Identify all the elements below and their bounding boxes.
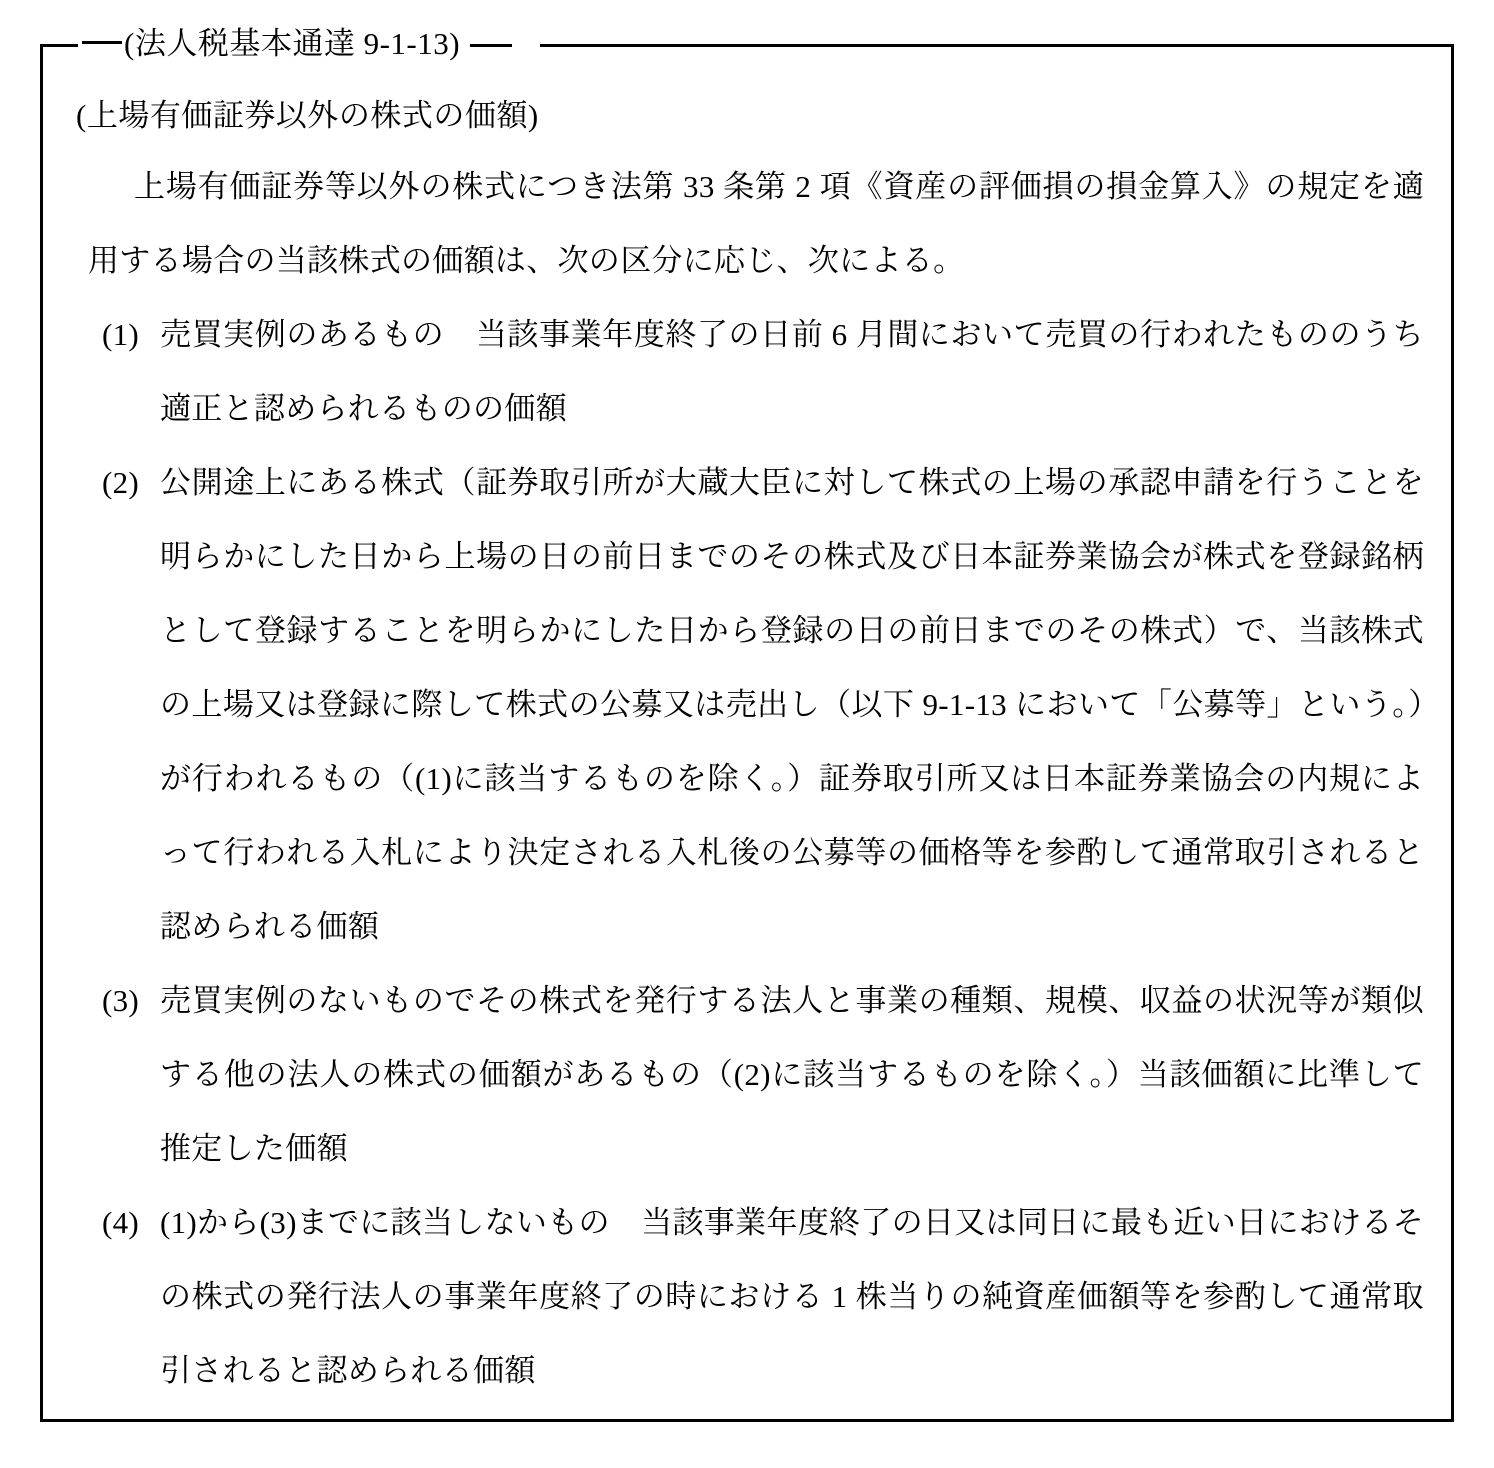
list-item-text: 売買実例のあるもの 当該事業年度終了の日前 6 月間において売買の行われたもののうち適正と認められるものの価額 (160, 317, 1424, 426)
list-item-text: 公開途上にある株式（証券取引所が大蔵大臣に対して株式の上場の承認申請を行うことを明らかにした日から上場の日の前日までのその株式及び日本証券業協会が株式を登録銘柄として登録することを明らかにした日から登録の日の前日までのその株式）で、当該株式の上場又は登録に際して株式の公募又は売出し（以下 9-1-13 において「公募等」という。）が行われるもの（(1)に該当するものを除く。）証券取引所又は日本証券業協会の内規によって行われる入札により決定される入札後の公募等の価格等を参酌して通常取引されると認められる価額 (160, 465, 1424, 944)
list-item-text: 売買実例のないものでその株式を発行する法人と事業の種類、規模、収益の状況等が類似する他の法人の株式の価額があるもの（(2)に該当するものを除く。）当該価額に比準して推定した価額 (160, 983, 1424, 1166)
list-item (102, 298, 1424, 446)
legend-leading-rule (82, 41, 122, 44)
legend-label (78, 22, 470, 66)
lead-paragraph: 上場有価証券等以外の株式につき法第 33 条第 2 項《資産の評価損の損金算入》の規定を適用する場合の当該株式の価額は、次の区分に応じ、次による。 (88, 169, 1424, 278)
list-item-text: (1)から(3)までに該当しないもの 当該事業年度終了の日又は同日に最も近い日におけるその株式の発行法人の事業年度終了の時における 1 株当りの純資産価額等を参酌して通常取引されると認められる価額 (160, 1205, 1424, 1388)
legend-text: (法人税基本通達 9-1-13) (124, 26, 461, 61)
legend-trailing-rule (540, 44, 592, 47)
section-subtitle: (上場有価証券以外の株式の価額) (76, 98, 539, 133)
list-item (102, 1186, 1424, 1408)
list-item-number: (3) (102, 983, 140, 1018)
list-item (102, 446, 1424, 964)
list-item-number: (4) (102, 1205, 140, 1240)
document-body (76, 88, 1424, 1408)
list-item (102, 964, 1424, 1186)
list-item-number: (1) (102, 317, 140, 352)
list-item-number: (2) (102, 465, 140, 500)
